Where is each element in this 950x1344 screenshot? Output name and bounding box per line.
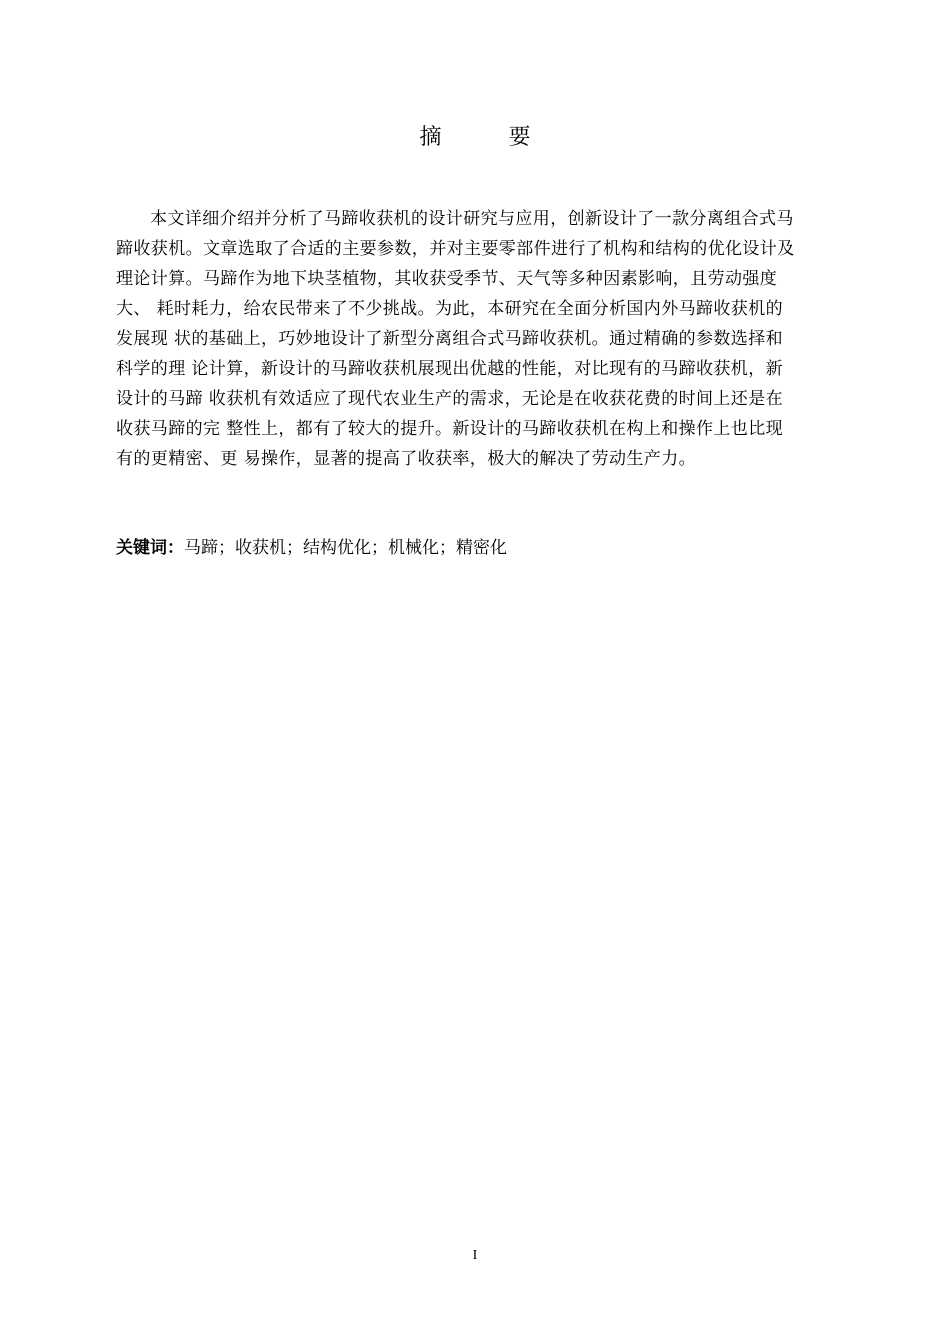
abstract-body [116,204,868,474]
abstract-line: 蹄收获机。文章选取了合适的主要参数，并对主要零部件进行了机构和结构的优化设计及 [116,239,795,259]
abstract-title: 摘 要 [419,125,561,150]
keywords-text: 马蹄；收获机；结构优化；机械化；精密化 [184,538,507,558]
page-number: I [472,1248,478,1263]
abstract-line: 本文详细介绍并分析了马蹄收获机的设计研究与应用，创新设计了一款分离组合式马 [150,209,794,229]
abstract-line: 设计的马蹄 收获机有效适应了现代农业生产的需求，无论是在收获花费的时间上还是在 [116,389,784,409]
abstract-line: 理论计算。马蹄作为地下块茎植物，其收获受季节、天气等多种因素影响，且劳动强度 [116,269,778,289]
abstract-line: 大、 耗时耗力，给农民带来了不少挑战。为此，本研究在全面分析国内外马蹄收获机的 [116,299,784,319]
keywords-paragraph [116,533,868,563]
abstract-line: 发展现 状的基础上，巧妙地设计了新型分离组合式马蹄收获机。通过精确的参数选择和 [116,329,784,349]
keywords-label: 关键词： [116,538,184,558]
abstract-line: 收获马蹄的完 整性上，都有了较大的提升。新设计的马蹄收获机在构上和操作上也比现 [116,419,784,439]
abstract-line: 有的更精密、更 易操作，显著的提高了收获率，极大的解决了劳动生产力。 [116,449,697,469]
abstract-line: 科学的理 论计算，新设计的马蹄收获机展现出优越的性能，对比现有的马蹄收获机，新 [116,359,784,379]
